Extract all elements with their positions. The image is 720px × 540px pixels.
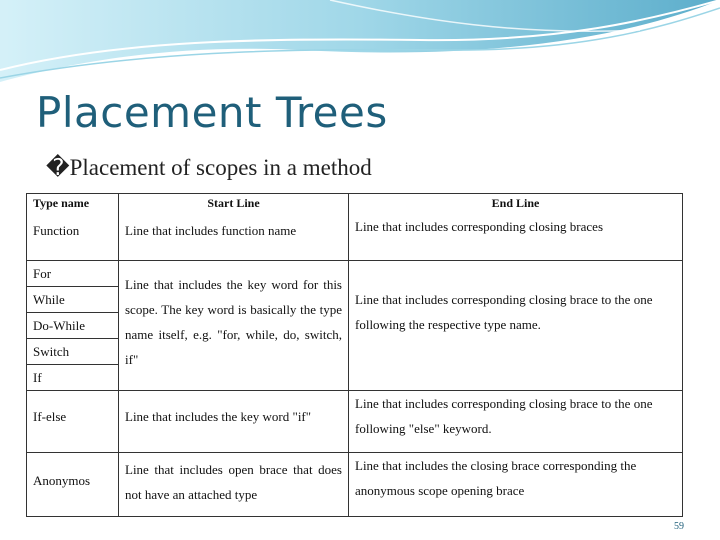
type-cell-group: [27, 260, 119, 390]
type-cell: Anonymos: [27, 452, 119, 516]
slide-title: Placement Trees: [36, 88, 388, 137]
table-header-row: [27, 194, 683, 215]
slide-subtitle: [46, 155, 372, 181]
end-line-cell: Line that includes the closing brace corresponding the anonymous scope opening brace: [349, 452, 683, 516]
type-cell: If-else: [27, 390, 119, 452]
bullet-glyph: �: [46, 155, 70, 180]
start-line-cell: Line that includes the key word for this scope. The key word is basically the type name itself, e.g. "for, while, do, switch, if": [119, 260, 349, 390]
type-item: For: [27, 261, 118, 287]
table-row: [27, 214, 683, 260]
column-header-start: Start Line: [119, 194, 349, 215]
page-number: 59: [674, 521, 684, 532]
start-line-cell: Line that includes the key word "if": [119, 390, 349, 452]
end-line-cell: Line that includes corresponding closing braces: [349, 214, 683, 260]
scope-placement-table: [26, 193, 683, 517]
start-line-cell: Line that includes open brace that does not have an attached type: [119, 452, 349, 516]
type-item: While: [27, 287, 118, 313]
type-item: Do-While: [27, 313, 118, 339]
subtitle-text: Placement of scopes in a method: [69, 155, 372, 180]
end-line-cell: Line that includes corresponding closing brace to the one following the respective type name.: [349, 260, 683, 390]
column-header-end: End Line: [349, 194, 683, 215]
start-line-cell: Line that includes function name: [119, 214, 349, 260]
column-header-type: Type name: [27, 194, 119, 215]
table-row: [27, 260, 683, 390]
type-item: If: [33, 369, 42, 385]
type-cell: Function: [27, 214, 119, 260]
table-row: [27, 390, 683, 452]
table-row: [27, 452, 683, 516]
type-item: Switch: [27, 339, 118, 365]
header-wave-decoration: [0, 0, 720, 90]
end-line-cell: Line that includes corresponding closing brace to the one following "else" keyword.: [349, 390, 683, 452]
